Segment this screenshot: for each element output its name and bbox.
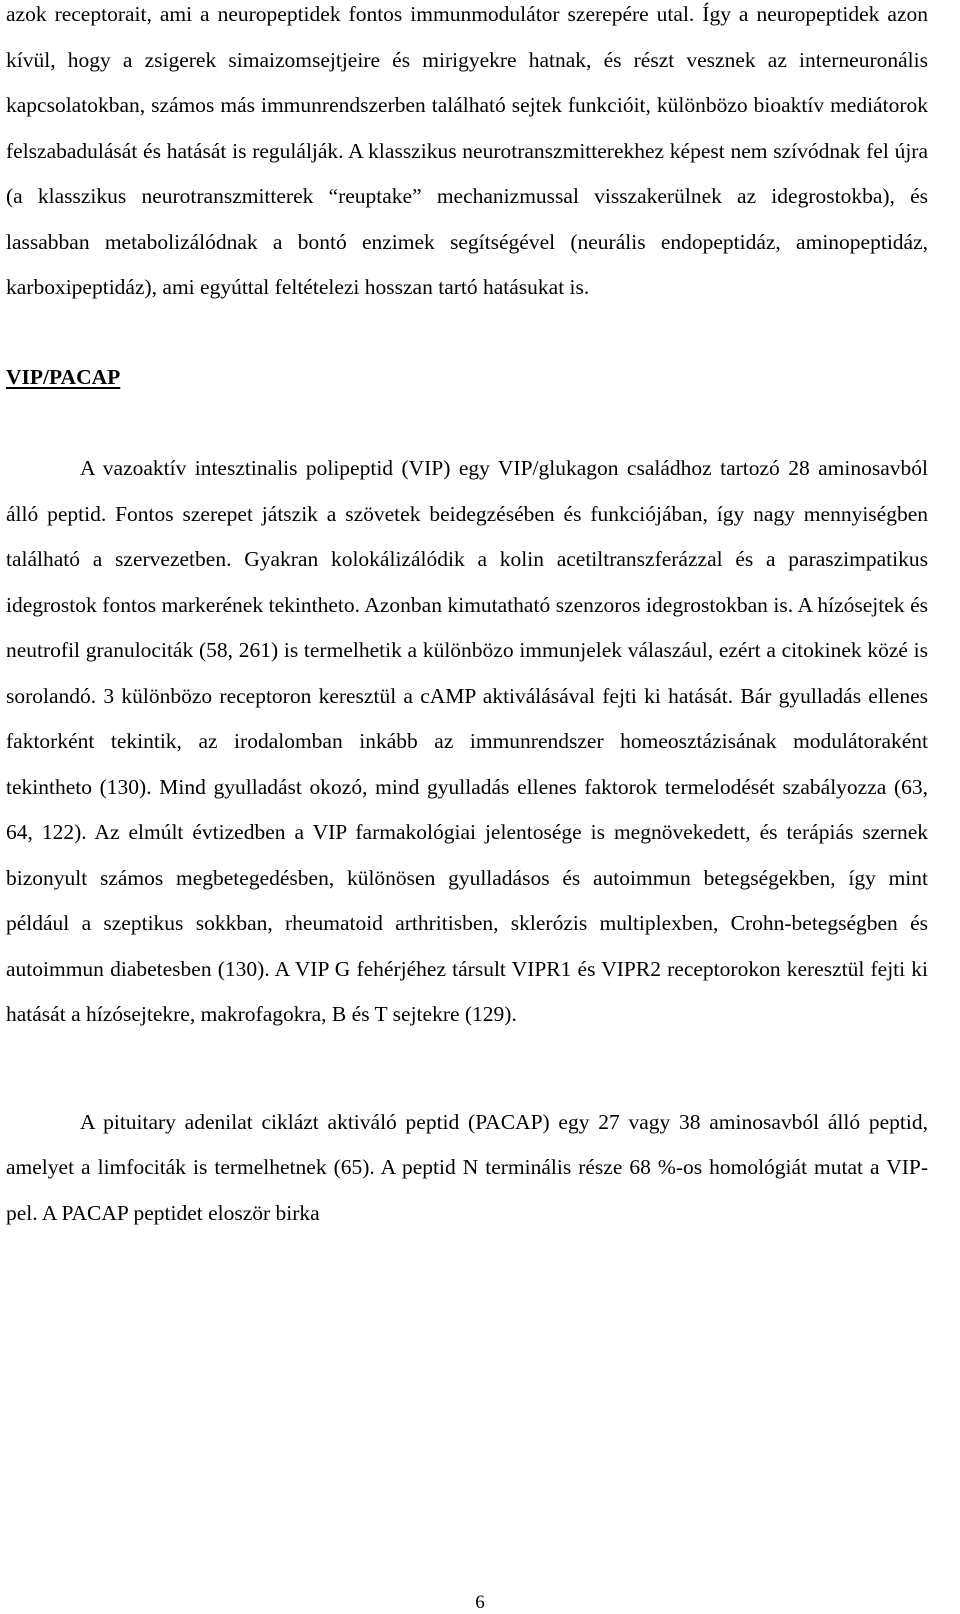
pacap-paragraph: A pituitary adenilat ciklázt aktiváló peptid (PACAP) egy 27 vagy 38 aminosavból álló peptid, amelyet a limfociták is termelhetnek (65). A peptid N terminális része 68 %-os homológiát mutat a VIP-pel. A PACAP peptidet eloször birka bbox=[6, 1109, 928, 1225]
section-heading: VIP/PACAP bbox=[6, 364, 121, 389]
vip-paragraph: A vazoaktív intesztinalis polipeptid (VIP) egy VIP/glukagon családhoz tartozó 28 aminosavból álló peptid. Fontos szerepet játszik a szövetek beidegzésében és funkciójában, így nagy mennyiségben található a szervezetben. Gyakran kolokálizálódik a kolin acetiltranszferázzal és a paraszimpatikus idegrostok fontos markerének tekintheto. Azonban kimutatható szenzoros idegrostokban is. A hízósejtek és neutrofil granulociták (58, 261) is termelhetik a különbözo immunjelek válaszául, ezért a citokinek közé is sorolandó. 3 különbözo receptoron keresztül a cAMP aktiválásával fejti ki hatását. Bár gyulladás ellenes faktorként tekintik, az irodalomban inkább az immunrendszer homeosztázisának modulátoraként tekintheto (130). Mind gyulladást okozó, mind gyulladás ellenes faktorok termelodését szabályozza (63, 64, 122). Az elmúlt évtizedben a VIP farmakológiai jelentosége is megnövekedett, és terápiás szernek bizonyult számos megbetegedésben, különösen gyulladásos és autoimmun betegségekben, így mint például a szeptikus sokkban, rheumatoid arthritisben, sklerózis multiplexben, Crohn-betegségben és autoimmun diabetesben (130). A VIP G fehérjéhez társult VIPR1 és VIPR2 receptorokon keresztül fejti ki hatását a hízósejtekre, makrofagokra, B és T sejtekre (129). bbox=[6, 456, 928, 1026]
section-heading-wrapper bbox=[6, 311, 928, 401]
spacer bbox=[6, 1038, 928, 1100]
page-number: 6 bbox=[475, 1592, 485, 1613]
spacer bbox=[6, 400, 928, 446]
intro-paragraph: azok receptorait, ami a neuropeptidek fontos immunmodulátor szerepére utal. Így a neuropeptidek azon kívül, hogy a zsigerek simaizomsejtjeire és mirigyekre hatnak, és részt vesznek az interneuronális kapcsolatokban, számos más immunrendszerben található sejtek funkcióit, különbözo bioaktív mediátorok felszabadulását és hatását is regulálják. A klasszikus neurotranszmitterekhez képest nem szívódnak fel újra (a klasszikus neurotranszmitterek “reuptake” mechanizmussal visszakerülnek az idegrostokba), és lassabban metabolizálódnak a bontó enzimek segítségével (neurális endopeptidáz, aminopeptidáz, karboxipeptidáz), ami egyúttal feltételezi hosszan tartó hatásukat is. bbox=[6, 2, 928, 299]
document-page bbox=[6, 0, 928, 1236]
